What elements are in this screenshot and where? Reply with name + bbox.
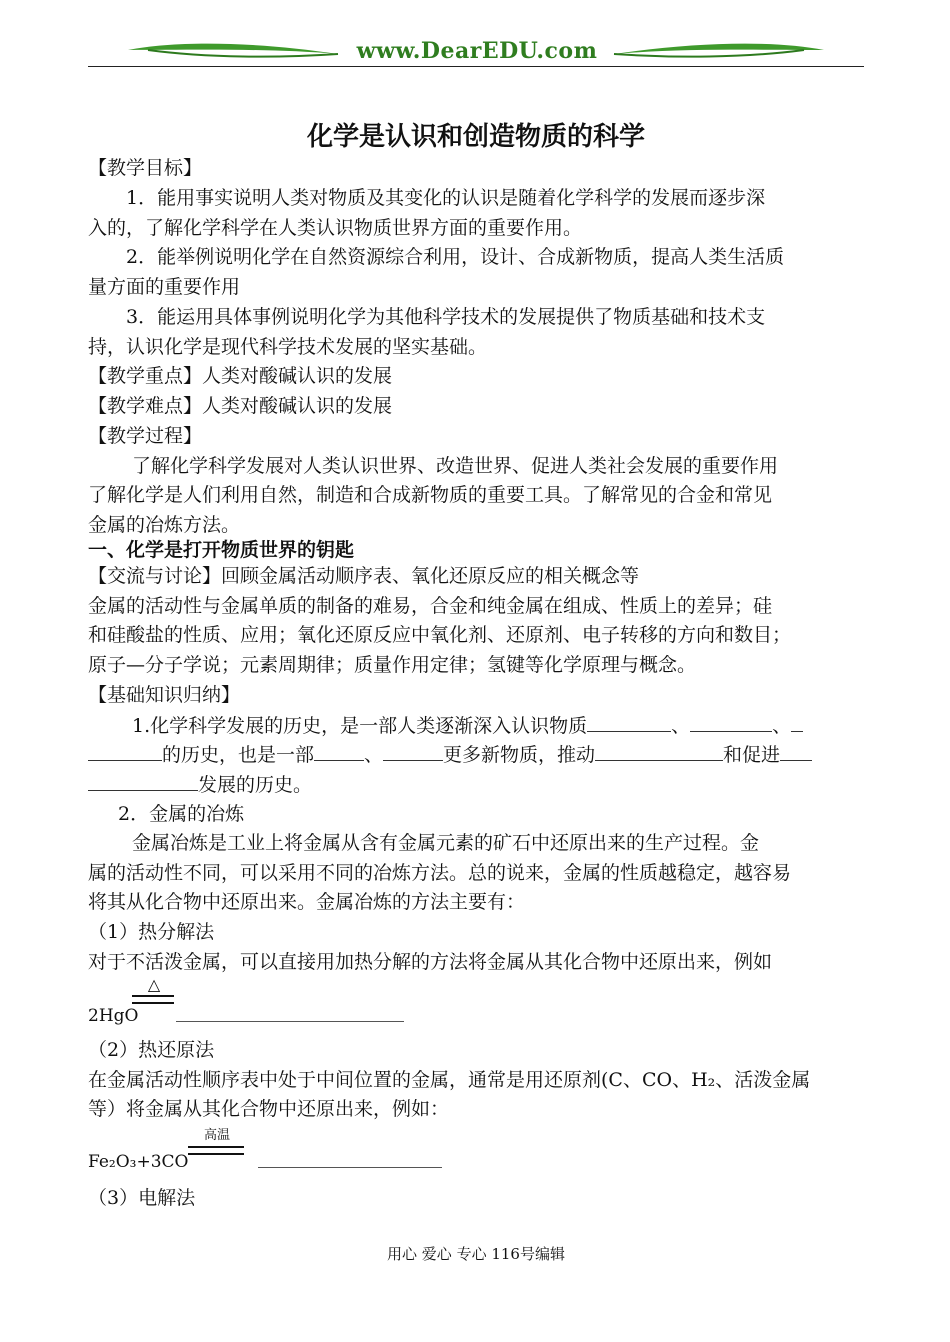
objective-1-line-1: 1．能用事实说明人类对物质及其变化的认识是随着化学科学的发展而逐步深: [126, 187, 766, 209]
header-rule: [88, 66, 864, 67]
basics-item-1-line-2: [88, 742, 812, 767]
discussion-line-2: 和硅酸盐的性质、应用；氧化还原反应中氧化剂、还原剂、电子转移的方向和数目；: [88, 624, 792, 646]
discussion-line-1: 金属的活动性与金属单质的制备的难易，合金和纯金属在组成、性质上的差异；硅: [88, 595, 773, 617]
answer-blank[interactable]: [595, 742, 723, 761]
answer-blank[interactable]: [88, 742, 162, 761]
separator: 、: [364, 744, 384, 766]
separator: 、: [772, 715, 792, 737]
method-1-heading: （1）热分解法: [88, 921, 215, 943]
equation-2-condition: 高温: [203, 1128, 230, 1143]
basics-item-1-line-3: [88, 772, 312, 797]
objectives-heading: 【教学目标】: [88, 157, 203, 179]
smelting-line-1: 金属冶炼是工业上将金属从含有金属元素的矿石中还原出来的生产过程。金: [132, 832, 760, 854]
page-footer: 用心 爱心 专心 116号编辑: [387, 1245, 565, 1263]
basics-item-1-text-a: 1.化学科学发展的历史，是一部人类逐渐深入认识物质: [132, 715, 588, 737]
method-3-heading: （3）电解法: [88, 1187, 196, 1209]
equation-1-double-line: [132, 995, 174, 1004]
discussion-heading: 【交流与讨论】回顾金属活动顺序表、氧化还原反应的相关概念等: [88, 565, 640, 587]
method-2-line-2: 等）将金属从其化合物中还原出来，例如：: [88, 1098, 450, 1120]
header-banner: [88, 36, 864, 68]
equation-2-reactant: Fe₂O₃+3CO: [88, 1152, 189, 1172]
smelting-line-2: 属的活动性不同，可以采用不同的冶炼方法。总的说来，金属的性质越稳定，越容易: [88, 862, 792, 884]
answer-blank[interactable]: [780, 742, 812, 761]
intro-line-3: 金属的冶炼方法。: [88, 514, 241, 536]
basics-item-1-text-b: 的历史，也是一部: [162, 744, 315, 766]
difficulty-point: 【教学难点】人类对酸碱认识的发展: [88, 395, 393, 417]
objective-3-line-2: 持，认识化学是现代科学技术发展的坚实基础。: [88, 336, 488, 358]
method-2-line-1: 在金属活动性顺序表中处于中间位置的金属，通常是用还原剂(C、CO、H₂、活泼金属: [88, 1069, 811, 1091]
objective-2-line-1: 2．能举例说明化学在自然资源综合利用，设计、合成新物质，提高人类生活质: [126, 246, 785, 268]
page-title: 化学是认识和创造物质的科学: [306, 122, 645, 152]
basics-item-1-text-c: 更多新物质，推动: [443, 744, 596, 766]
basics-item-1-line-1: [132, 713, 803, 738]
answer-blank[interactable]: [690, 713, 772, 732]
intro-line-1: 了解化学科学发展对人类认识世界、改造世界、促进人类社会发展的重要作用: [132, 455, 779, 477]
answer-blank[interactable]: [587, 713, 671, 732]
intro-line-2: 了解化学是人们利用自然，制造和合成新物质的重要工具。了解常见的合金和常见: [88, 484, 773, 506]
basics-item-1-text-e: 发展的历史。: [198, 774, 313, 796]
part-1-heading: 一、化学是打开物质世界的钥匙: [88, 539, 355, 561]
basics-heading: 【基础知识归纳】: [88, 684, 241, 706]
smelting-line-3: 将其从化合物中还原出来。金属冶炼的方法主要有：: [88, 891, 526, 913]
process-heading: 【教学过程】: [88, 425, 203, 447]
key-point: 【教学重点】人类对酸碱认识的发展: [88, 365, 393, 387]
answer-blank[interactable]: [314, 742, 364, 761]
objective-2-line-2: 量方面的重要作用: [88, 276, 241, 298]
equation-1-reactant: 2HgO: [88, 1006, 139, 1026]
equation-1-condition: △: [147, 975, 161, 994]
method-1-text: 对于不活泼金属，可以直接用加热分解的方法将金属从其化合物中还原出来，例如: [88, 951, 773, 973]
method-2-heading: （2）热还原法: [88, 1039, 215, 1061]
separator: 、: [671, 715, 691, 737]
basics-item-2-heading: 2．金属的冶炼: [118, 803, 245, 825]
objective-3-line-1: 3．能运用具体事例说明化学为其他科学技术的发展提供了物质基础和技术支: [126, 306, 766, 328]
basics-item-1-text-d: 和促进: [723, 744, 781, 766]
answer-blank[interactable]: [383, 742, 443, 761]
equation-2-double-line: [188, 1146, 244, 1155]
answer-blank[interactable]: [791, 713, 803, 732]
answer-blank[interactable]: [258, 1167, 442, 1168]
answer-blank[interactable]: [88, 772, 198, 791]
discussion-line-3: 原子—分子学说；元素周期律；质量作用定律；氢键等化学原理与概念。: [88, 654, 697, 676]
answer-blank[interactable]: [176, 1021, 404, 1022]
site-logo: www.DearEDU.com: [356, 38, 598, 64]
objective-1-line-2: 入的，了解化学科学在人类认识物质世界方面的重要作用。: [88, 217, 583, 239]
